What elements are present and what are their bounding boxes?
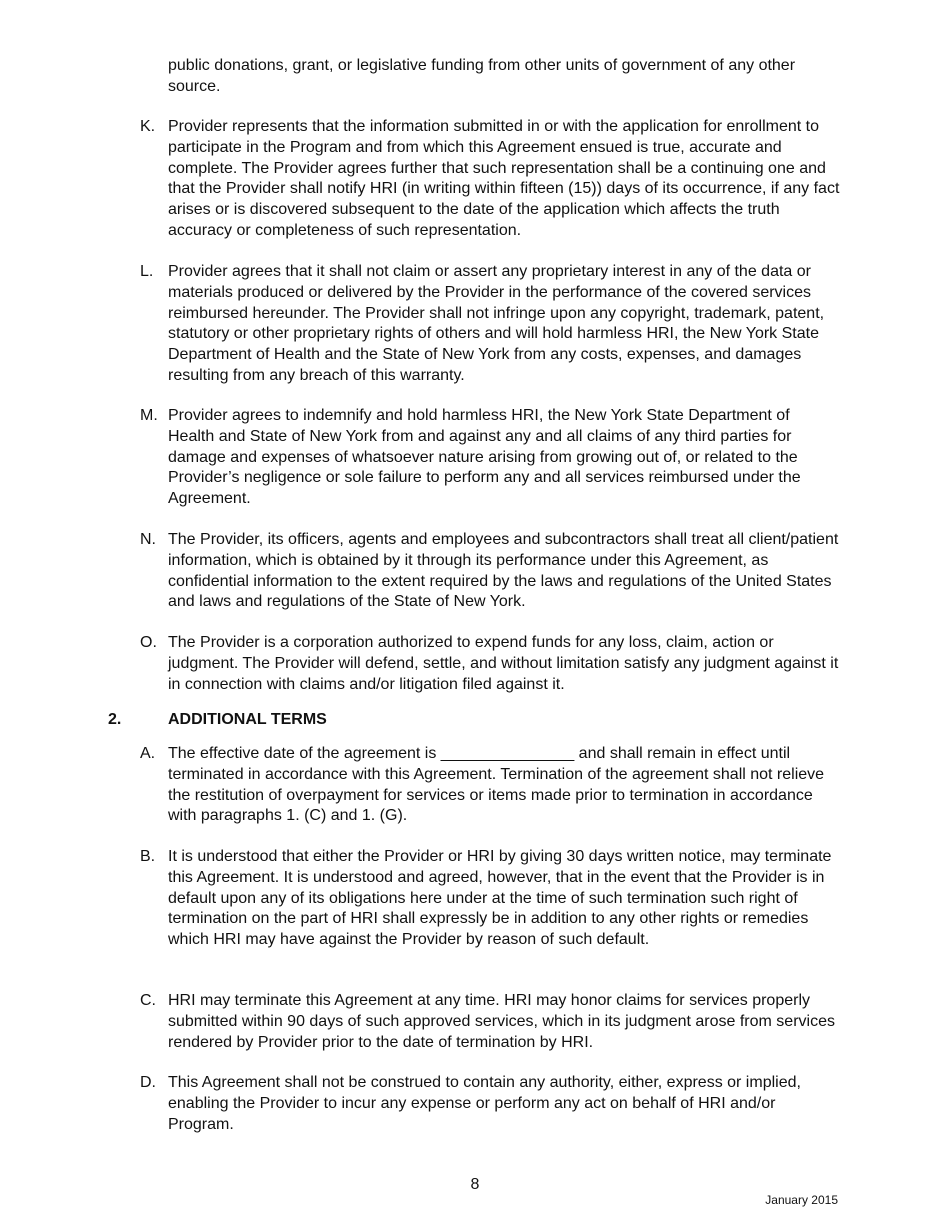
item-text: Provider agrees to indemnify and hold harmless HRI, the New York State Department of Health and State of New York from and against any and all claims of any third parties for damage and expenses of whatsoever nature arising from growing out of, or related to the Provider’s negligence or sole failure to perform any and all services reimbursed under the Agreement.: [168, 407, 801, 508]
item-text: Provider represents that the information submitted in or with the application for enrollment to participate in the Program and from which this Agreement ensued is true, accurate and complete. The Provider agrees further that such representation shall be a continuing one and that the Provider shall notify HRI (in writing within fifteen (15)) days of its occurrence, if any fact arises or is discovered subsequent to the date of the application which affects the truth accuracy or completeness of such representation.: [168, 118, 840, 239]
item-letter: N.: [140, 531, 156, 548]
item-letter: D.: [140, 1074, 156, 1091]
item-text: This Agreement shall not be construed to contain any authority, either, express or implied, enabling the Provider to incur any expense or perform any act on behalf of HRI and/or Program.: [168, 1074, 801, 1133]
item-text: The effective date of the agreement is _______________ and shall remain in effect until terminated in accordance with this Agreement. Termination of the agreement shall not relieve the restitution of overpayment for services or items made prior to termination in accordance with paragraphs 1. (C) and 1. (G).: [168, 745, 825, 825]
page-number: 8: [470, 1176, 480, 1193]
item-letter: A.: [140, 745, 156, 762]
section-number: 2.: [108, 711, 122, 728]
item-text: The Provider is a corporation authorized to expend funds for any loss, claim, action or judgment. The Provider will defend, settle, and without limitation satisfy any judgment against it in connection with claims and/or litigation filed against it.: [168, 634, 839, 693]
continuation-paragraph: public donations, grant, or legislative funding from other units of government of any other source.: [168, 57, 796, 95]
item-letter: C.: [140, 992, 156, 1009]
section-title: ADDITIONAL TERMS: [168, 711, 327, 728]
item-text: It is understood that either the Provider or HRI by giving 30 days written notice, may terminate this Agreement. It is understood and agreed, however, that in the event that the Provider is in default upon any of its obligations here under at the time of such termination such right of termination on the part of HRI shall expressly be in addition to any other rights or remedies which HRI may have against the Provider by reason of such default.: [168, 848, 832, 949]
item-letter: O.: [140, 634, 157, 651]
item-text: The Provider, its officers, agents and employees and subcontractors shall treat all client/patient information, which is obtained by it through its performance under this Agreement, as confidential information to the extent required by the laws and regulations of the United States and laws and regulations of the State of New York.: [168, 531, 839, 611]
item-letter: L.: [140, 263, 154, 280]
footer-date: January 2015: [765, 1193, 838, 1207]
item-letter: K.: [140, 118, 156, 135]
item-text: Provider agrees that it shall not claim or assert any proprietary interest in any of the data or materials produced or delivered by the Provider in the performance of the covered services reimbursed hereunder. The Provider shall not infringe upon any copyright, trademark, patent, statutory or other proprietary rights of others and will hold harmless HRI, the New York State Department of Health and the State of New York from any costs, expenses, and damages resulting from any breach of this warranty.: [168, 263, 825, 384]
item-letter: B.: [140, 848, 156, 865]
item-letter: M.: [140, 407, 158, 424]
item-text: HRI may terminate this Agreement at any time. HRI may honor claims for services properly submitted within 90 days of such approved services, which in its judgment arose from services rendered by Provider prior to the date of termination by HRI.: [168, 992, 835, 1051]
